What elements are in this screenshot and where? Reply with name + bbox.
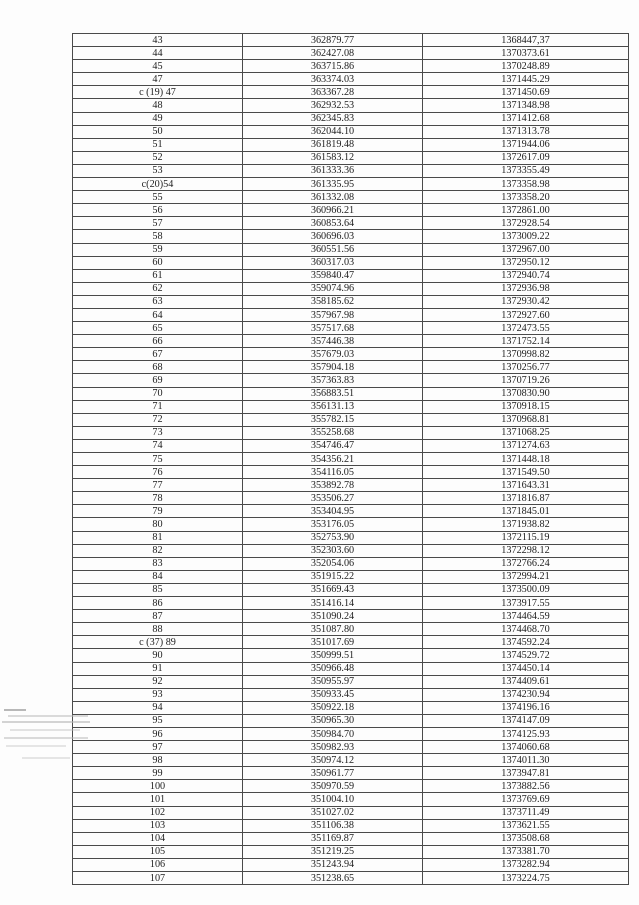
y-coordinate-cell: 1374468.70 <box>423 623 629 636</box>
y-coordinate-cell: 1373711.49 <box>423 806 629 819</box>
y-coordinate-cell: 1374147.09 <box>423 714 629 727</box>
x-coordinate-cell: 361335.95 <box>243 178 423 191</box>
table-row <box>73 387 629 400</box>
point-number-cell: 80 <box>73 518 243 531</box>
table-row <box>73 217 629 230</box>
x-coordinate-cell: 350961.77 <box>243 767 423 780</box>
point-number-cell: 56 <box>73 204 243 217</box>
point-number-cell: 102 <box>73 806 243 819</box>
y-coordinate-cell: 1371549.50 <box>423 466 629 479</box>
x-coordinate-cell: 352054.06 <box>243 557 423 570</box>
x-coordinate-cell: 357967.98 <box>243 308 423 321</box>
y-coordinate-cell: 1374125.93 <box>423 727 629 740</box>
table-row <box>73 583 629 596</box>
y-coordinate-cell: 1371448.18 <box>423 453 629 466</box>
y-coordinate-cell: 1373282.94 <box>423 858 629 871</box>
y-coordinate-cell: 1373769.69 <box>423 793 629 806</box>
point-number-cell: 68 <box>73 361 243 374</box>
x-coordinate-cell: 350955.97 <box>243 675 423 688</box>
point-number-cell: 73 <box>73 426 243 439</box>
y-coordinate-cell: 1374592.24 <box>423 636 629 649</box>
y-coordinate-cell: 1373355.49 <box>423 164 629 177</box>
y-coordinate-cell: 1373358.98 <box>423 178 629 191</box>
y-coordinate-cell: 1371450.69 <box>423 86 629 99</box>
y-coordinate-cell: 1373947.81 <box>423 767 629 780</box>
y-coordinate-cell: 1374230.94 <box>423 688 629 701</box>
table-row <box>73 662 629 675</box>
point-number-cell: 47 <box>73 73 243 86</box>
x-coordinate-cell: 356883.51 <box>243 387 423 400</box>
point-number-cell: c(20)54 <box>73 178 243 191</box>
y-coordinate-cell: 1370248.89 <box>423 60 629 73</box>
table-row <box>73 754 629 767</box>
y-coordinate-cell: 1372473.55 <box>423 322 629 335</box>
x-coordinate-cell: 353404.95 <box>243 505 423 518</box>
point-number-cell: 60 <box>73 256 243 269</box>
point-number-cell: 63 <box>73 295 243 308</box>
y-coordinate-cell: 1372936.98 <box>423 282 629 295</box>
table-row <box>73 518 629 531</box>
point-number-cell: 82 <box>73 544 243 557</box>
x-coordinate-cell: 351087.80 <box>243 623 423 636</box>
point-number-cell: 45 <box>73 60 243 73</box>
x-coordinate-cell: 350974.12 <box>243 754 423 767</box>
coordinates-table <box>72 33 629 885</box>
point-number-cell: 91 <box>73 662 243 675</box>
x-coordinate-cell: 351106.38 <box>243 819 423 832</box>
x-coordinate-cell: 351219.25 <box>243 845 423 858</box>
table-row <box>73 492 629 505</box>
x-coordinate-cell: 351004.10 <box>243 793 423 806</box>
table-row <box>73 151 629 164</box>
table-row <box>73 400 629 413</box>
scan-smudge <box>0 705 95 767</box>
x-coordinate-cell: 351017.69 <box>243 636 423 649</box>
y-coordinate-cell: 1371313.78 <box>423 125 629 138</box>
table-row <box>73 806 629 819</box>
table-row <box>73 610 629 623</box>
y-coordinate-cell: 1370719.26 <box>423 374 629 387</box>
x-coordinate-cell: 350970.59 <box>243 780 423 793</box>
point-number-cell: 81 <box>73 531 243 544</box>
x-coordinate-cell: 354746.47 <box>243 439 423 452</box>
point-number-cell: 96 <box>73 727 243 740</box>
table-row <box>73 322 629 335</box>
y-coordinate-cell: 1372928.54 <box>423 217 629 230</box>
y-coordinate-cell: 1371445.29 <box>423 73 629 86</box>
x-coordinate-cell: 350999.51 <box>243 649 423 662</box>
x-coordinate-cell: 360966.21 <box>243 204 423 217</box>
point-number-cell: 101 <box>73 793 243 806</box>
table-row <box>73 727 629 740</box>
point-number-cell: 49 <box>73 112 243 125</box>
x-coordinate-cell: 358185.62 <box>243 295 423 308</box>
table-row <box>73 256 629 269</box>
x-coordinate-cell: 361583.12 <box>243 151 423 164</box>
x-coordinate-cell: 360317.03 <box>243 256 423 269</box>
table-row <box>73 335 629 348</box>
point-number-cell: 55 <box>73 191 243 204</box>
point-number-cell: 98 <box>73 754 243 767</box>
point-number-cell: 64 <box>73 308 243 321</box>
y-coordinate-cell: 1371816.87 <box>423 492 629 505</box>
y-coordinate-cell: 1374450.14 <box>423 662 629 675</box>
y-coordinate-cell: 1374196.16 <box>423 701 629 714</box>
x-coordinate-cell: 354116.05 <box>243 466 423 479</box>
y-coordinate-cell: 1371752.14 <box>423 335 629 348</box>
x-coordinate-cell: 357904.18 <box>243 361 423 374</box>
point-number-cell: 57 <box>73 217 243 230</box>
x-coordinate-cell: 350984.70 <box>243 727 423 740</box>
y-coordinate-cell: 1372930.42 <box>423 295 629 308</box>
point-number-cell: 67 <box>73 348 243 361</box>
table-row <box>73 86 629 99</box>
point-number-cell: 72 <box>73 413 243 426</box>
point-number-cell: 70 <box>73 387 243 400</box>
y-coordinate-cell: 1372298.12 <box>423 544 629 557</box>
table-row <box>73 164 629 177</box>
table-row <box>73 531 629 544</box>
x-coordinate-cell: 357517.68 <box>243 322 423 335</box>
y-coordinate-cell: 1372861.00 <box>423 204 629 217</box>
table-row <box>73 858 629 871</box>
table-row <box>73 73 629 86</box>
y-coordinate-cell: 1373358.20 <box>423 191 629 204</box>
table-row <box>73 282 629 295</box>
point-number-cell: 103 <box>73 819 243 832</box>
y-coordinate-cell: 1372967.00 <box>423 243 629 256</box>
x-coordinate-cell: 351090.24 <box>243 610 423 623</box>
table-row <box>73 269 629 282</box>
x-coordinate-cell: 359840.47 <box>243 269 423 282</box>
table-row <box>73 714 629 727</box>
point-number-cell: 78 <box>73 492 243 505</box>
point-number-cell: 107 <box>73 872 243 885</box>
y-coordinate-cell: 1372950.12 <box>423 256 629 269</box>
x-coordinate-cell: 351169.87 <box>243 832 423 845</box>
table-row <box>73 701 629 714</box>
y-coordinate-cell: 1374529.72 <box>423 649 629 662</box>
table-row <box>73 832 629 845</box>
point-number-cell: 48 <box>73 99 243 112</box>
x-coordinate-cell: 352753.90 <box>243 531 423 544</box>
x-coordinate-cell: 361819.48 <box>243 138 423 151</box>
table-row <box>73 688 629 701</box>
table-row <box>73 819 629 832</box>
y-coordinate-cell: 1374409.61 <box>423 675 629 688</box>
x-coordinate-cell: 360853.64 <box>243 217 423 230</box>
x-coordinate-cell: 351243.94 <box>243 858 423 871</box>
x-coordinate-cell: 363367.28 <box>243 86 423 99</box>
y-coordinate-cell: 1373882.56 <box>423 780 629 793</box>
x-coordinate-cell: 362044.10 <box>243 125 423 138</box>
table-row <box>73 623 629 636</box>
table-row <box>73 112 629 125</box>
x-coordinate-cell: 355782.15 <box>243 413 423 426</box>
y-coordinate-cell: 1371845.01 <box>423 505 629 518</box>
x-coordinate-cell: 362427.08 <box>243 47 423 60</box>
table-row <box>73 544 629 557</box>
table-row <box>73 439 629 452</box>
y-coordinate-cell: 1370256.77 <box>423 361 629 374</box>
point-number-cell: 44 <box>73 47 243 60</box>
point-number-cell: 97 <box>73 741 243 754</box>
y-coordinate-cell: 1373224.75 <box>423 872 629 885</box>
x-coordinate-cell: 359074.96 <box>243 282 423 295</box>
x-coordinate-cell: 353506.27 <box>243 492 423 505</box>
x-coordinate-cell: 363374.03 <box>243 73 423 86</box>
point-number-cell: c (19) 47 <box>73 86 243 99</box>
table-row <box>73 230 629 243</box>
x-coordinate-cell: 351915.22 <box>243 570 423 583</box>
point-number-cell: 104 <box>73 832 243 845</box>
point-number-cell: 69 <box>73 374 243 387</box>
table-row <box>73 99 629 112</box>
point-number-cell: 92 <box>73 675 243 688</box>
y-coordinate-cell: 1372617.09 <box>423 151 629 164</box>
x-coordinate-cell: 351669.43 <box>243 583 423 596</box>
point-number-cell: 59 <box>73 243 243 256</box>
table-row <box>73 649 629 662</box>
y-coordinate-cell: 1368447,37 <box>423 34 629 47</box>
point-number-cell: 76 <box>73 466 243 479</box>
point-number-cell: 85 <box>73 583 243 596</box>
point-number-cell: 90 <box>73 649 243 662</box>
table-row <box>73 34 629 47</box>
table-row <box>73 479 629 492</box>
table-row <box>73 780 629 793</box>
table-row <box>73 557 629 570</box>
x-coordinate-cell: 350922.18 <box>243 701 423 714</box>
x-coordinate-cell: 357679.03 <box>243 348 423 361</box>
point-number-cell: 105 <box>73 845 243 858</box>
point-number-cell: 66 <box>73 335 243 348</box>
x-coordinate-cell: 357363.83 <box>243 374 423 387</box>
point-number-cell: 95 <box>73 714 243 727</box>
y-coordinate-cell: 1370998.82 <box>423 348 629 361</box>
point-number-cell: c (37) 89 <box>73 636 243 649</box>
table-row <box>73 243 629 256</box>
y-coordinate-cell: 1374011.30 <box>423 754 629 767</box>
table-row <box>73 125 629 138</box>
x-coordinate-cell: 357446.38 <box>243 335 423 348</box>
point-number-cell: 71 <box>73 400 243 413</box>
x-coordinate-cell: 350966.48 <box>243 662 423 675</box>
x-coordinate-cell: 355258.68 <box>243 426 423 439</box>
table-row <box>73 872 629 885</box>
table-row <box>73 466 629 479</box>
table-row <box>73 570 629 583</box>
y-coordinate-cell: 1373508.68 <box>423 832 629 845</box>
x-coordinate-cell: 362345.83 <box>243 112 423 125</box>
point-number-cell: 100 <box>73 780 243 793</box>
y-coordinate-cell: 1372927.60 <box>423 308 629 321</box>
x-coordinate-cell: 361332.08 <box>243 191 423 204</box>
coordinates-table-body <box>73 34 629 885</box>
table-row <box>73 191 629 204</box>
table-row <box>73 453 629 466</box>
table-row <box>73 374 629 387</box>
point-number-cell: 65 <box>73 322 243 335</box>
point-number-cell: 58 <box>73 230 243 243</box>
point-number-cell: 62 <box>73 282 243 295</box>
point-number-cell: 50 <box>73 125 243 138</box>
point-number-cell: 43 <box>73 34 243 47</box>
table-row <box>73 204 629 217</box>
y-coordinate-cell: 1371944.06 <box>423 138 629 151</box>
point-number-cell: 75 <box>73 453 243 466</box>
table-row <box>73 505 629 518</box>
x-coordinate-cell: 351238.65 <box>243 872 423 885</box>
table-row <box>73 348 629 361</box>
y-coordinate-cell: 1374464.59 <box>423 610 629 623</box>
table-row <box>73 675 629 688</box>
point-number-cell: 51 <box>73 138 243 151</box>
table-row <box>73 426 629 439</box>
table-row <box>73 793 629 806</box>
table-row <box>73 597 629 610</box>
x-coordinate-cell: 352303.60 <box>243 544 423 557</box>
table-row <box>73 47 629 60</box>
point-number-cell: 79 <box>73 505 243 518</box>
point-number-cell: 93 <box>73 688 243 701</box>
y-coordinate-cell: 1373500.09 <box>423 583 629 596</box>
y-coordinate-cell: 1373009.22 <box>423 230 629 243</box>
point-number-cell: 83 <box>73 557 243 570</box>
y-coordinate-cell: 1372766.24 <box>423 557 629 570</box>
x-coordinate-cell: 350982.93 <box>243 741 423 754</box>
x-coordinate-cell: 354356.21 <box>243 453 423 466</box>
x-coordinate-cell: 360696.03 <box>243 230 423 243</box>
table-row <box>73 138 629 151</box>
y-coordinate-cell: 1371412.68 <box>423 112 629 125</box>
table-row <box>73 845 629 858</box>
y-coordinate-cell: 1370968.81 <box>423 413 629 426</box>
point-number-cell: 88 <box>73 623 243 636</box>
x-coordinate-cell: 351416.14 <box>243 597 423 610</box>
y-coordinate-cell: 1371274.63 <box>423 439 629 452</box>
x-coordinate-cell: 362932.53 <box>243 99 423 112</box>
point-number-cell: 106 <box>73 858 243 871</box>
x-coordinate-cell: 353176.05 <box>243 518 423 531</box>
x-coordinate-cell: 350933.45 <box>243 688 423 701</box>
point-number-cell: 77 <box>73 479 243 492</box>
point-number-cell: 86 <box>73 597 243 610</box>
y-coordinate-cell: 1371938.82 <box>423 518 629 531</box>
point-number-cell: 53 <box>73 164 243 177</box>
y-coordinate-cell: 1373917.55 <box>423 597 629 610</box>
table-row <box>73 178 629 191</box>
table-row <box>73 767 629 780</box>
y-coordinate-cell: 1373381.70 <box>423 845 629 858</box>
x-coordinate-cell: 363715.86 <box>243 60 423 73</box>
point-number-cell: 61 <box>73 269 243 282</box>
x-coordinate-cell: 361333.36 <box>243 164 423 177</box>
point-number-cell: 94 <box>73 701 243 714</box>
y-coordinate-cell: 1372940.74 <box>423 269 629 282</box>
y-coordinate-cell: 1370373.61 <box>423 47 629 60</box>
y-coordinate-cell: 1370918.15 <box>423 400 629 413</box>
table-row <box>73 308 629 321</box>
table-row <box>73 636 629 649</box>
table-row <box>73 60 629 73</box>
y-coordinate-cell: 1372115.19 <box>423 531 629 544</box>
point-number-cell: 87 <box>73 610 243 623</box>
point-number-cell: 74 <box>73 439 243 452</box>
table-row <box>73 413 629 426</box>
table-row <box>73 741 629 754</box>
x-coordinate-cell: 360551.56 <box>243 243 423 256</box>
y-coordinate-cell: 1372994.21 <box>423 570 629 583</box>
x-coordinate-cell: 362879.77 <box>243 34 423 47</box>
point-number-cell: 52 <box>73 151 243 164</box>
y-coordinate-cell: 1373621.55 <box>423 819 629 832</box>
x-coordinate-cell: 350965.30 <box>243 714 423 727</box>
x-coordinate-cell: 353892.78 <box>243 479 423 492</box>
table-row <box>73 361 629 374</box>
y-coordinate-cell: 1371643.31 <box>423 479 629 492</box>
y-coordinate-cell: 1371348.98 <box>423 99 629 112</box>
y-coordinate-cell: 1374060.68 <box>423 741 629 754</box>
y-coordinate-cell: 1370830.90 <box>423 387 629 400</box>
table-row <box>73 295 629 308</box>
x-coordinate-cell: 356131.13 <box>243 400 423 413</box>
point-number-cell: 99 <box>73 767 243 780</box>
y-coordinate-cell: 1371068.25 <box>423 426 629 439</box>
point-number-cell: 84 <box>73 570 243 583</box>
x-coordinate-cell: 351027.02 <box>243 806 423 819</box>
